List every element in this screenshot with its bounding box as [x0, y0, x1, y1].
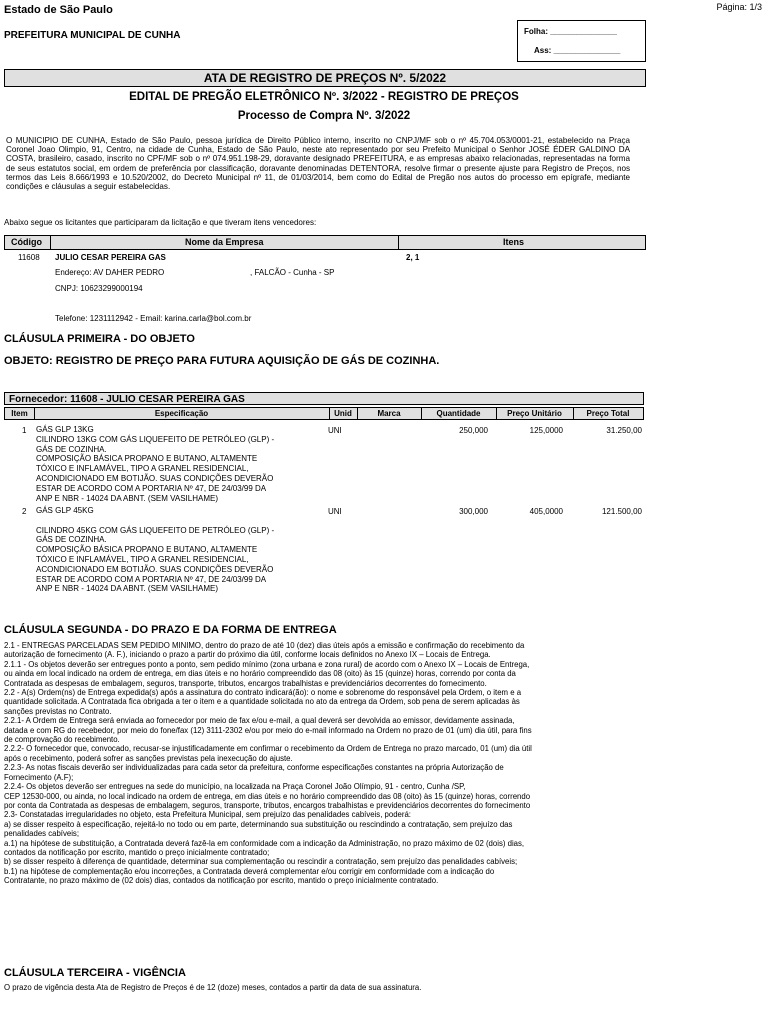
item-2-description: GÁS GLP 45KG CILINDRO 45KG COM GÁS LIQUEFEITO DE PETRÓLEO (GLP) - GÁS DE COZINHA. COMPOSIÇÃO BÁSICA PROPANO E BUTANO, ALTAMENTE TÓXICO E INFLAMÁVEL, TIPO A GRANEL RESIDENCIAL, ACONDICIONADO EM BOTIJÃO. SUAS CONDIÇÕES DEVERÃO ESTAR DE ACORDO COM A PORTARIA Nº 47, DE 24/03/99 DA ANP E NBR - 14024 DA ABNT. (SEM VASILHAME): [36, 506, 275, 594]
col-quantidade: Quantidade: [421, 408, 497, 419]
col-especificacao: Especificação: [34, 408, 330, 419]
col-itens: Itens: [503, 237, 525, 247]
col-preco-total: Preço Total: [586, 409, 630, 418]
licitante-telefone: Telefone: 1231112942 - Email: karina.carla@bol.com.br: [55, 314, 252, 323]
fornecedor-header: Fornecedor: 11608 - JULIO CESAR PEREIRA GAS: [4, 392, 644, 405]
licitante-endereco: Endereço: AV DAHER PEDRO: [55, 268, 165, 277]
licitantes-table-header: [4, 235, 646, 250]
licitante-cnpj: CNPJ: 10623299000194: [55, 284, 143, 293]
col-codigo: Código: [11, 237, 42, 247]
state-name: Estado de São Paulo: [4, 4, 113, 16]
clausula-terceira-text: O prazo de vigência desta Ata de Registro de Preços é de 12 (doze) meses, contados a partir da data de sua assinatura.: [4, 983, 422, 992]
item-2-unid: UNI: [328, 507, 342, 516]
col-marca: Marca: [357, 408, 422, 419]
licitante-itens: 2, 1: [406, 253, 420, 262]
licitante-cidade: , FALCÃO - Cunha - SP: [250, 268, 335, 277]
col-item: Item: [5, 408, 35, 419]
item-2-number: 2: [22, 507, 27, 516]
clausula-segunda-title: CLÁUSULA SEGUNDA - DO PRAZO E DA FORMA DE ENTREGA: [4, 624, 337, 636]
item-1-unid: UNI: [328, 426, 342, 435]
folha-label: Folha: _______________: [524, 27, 617, 36]
edital-title: EDITAL DE PREGÃO ELETRÔNICO Nº. 3/2022 - REGISTRO DE PREÇOS: [129, 91, 519, 103]
item-1-description: GÁS GLP 13KG CILINDRO 13KG COM GÁS LIQUEFEITO DE PETRÓLEO (GLP) - GÁS DE COZINHA. COMPOSIÇÃO BÁSICA PROPANO E BUTANO, ALTAMENTE TÓXICO E INFLAMÁVEL, TIPO A GRANEL RESIDENCIAL, ACONDICIONADO EM BOTIJÃO. SUAS CONDIÇÕES DEVERÃO ESTAR DE ACORDO COM A PORTARIA Nº 47, DE 24/03/99 DA ANP E NBR - 14024 DA ABNT. (SEM VASILHAME): [36, 425, 275, 503]
items-table-header: [4, 407, 644, 420]
objeto-text: OBJETO: REGISTRO DE PREÇO PARA FUTURA AQUISIÇÃO DE GÁS DE COZINHA.: [4, 355, 440, 367]
col-preco-unitario: Preço Unitário: [496, 408, 574, 419]
licitantes-intro: Abaixo segue os licitantes que participaram da licitação e que tiveram itens vencedores:: [4, 218, 317, 227]
item-2-preco-total: 121.500,00: [601, 507, 642, 516]
col-unid: Unid: [329, 408, 358, 419]
prefeitura-name: PREFEITURA MUNICIPAL DE CUNHA: [4, 30, 181, 41]
page-number: Página: 1/3: [716, 2, 762, 12]
item-1-preco-unitario: 125,0000: [529, 426, 563, 435]
ass-label: Ass: _______________: [534, 46, 621, 55]
clausula-primeira-title: CLÁUSULA PRIMEIRA - DO OBJETO: [4, 333, 195, 345]
item-1-quantidade: 250,000: [459, 426, 488, 435]
clausula-terceira-title: CLÁUSULA TERCEIRA - VIGÊNCIA: [4, 967, 186, 979]
col-nome-empresa: Nome da Empresa: [185, 237, 264, 247]
item-2-preco-unitario: 405,0000: [529, 507, 563, 516]
processo-title: Processo de Compra Nº. 3/2022: [237, 110, 411, 122]
folha-box: [517, 20, 646, 62]
clausula-segunda-body: 2.1 - ENTREGAS PARCELADAS SEM PEDIDO MINIMO, dentro do prazo de até 10 (dez) dias úteis após a emissão e confirmação do recebimento da autorização de fornecimento (A. F.), iniciando o prazo a partir do próximo dia útil, conforme locais definidos no Anexo IX – Locais de Entrega. 2.1.1 - Os objetos deverão ser entregues ponto a ponto, sem pedido mínimo (zona urbana e zona rural) de acordo com o Anexo IX – Locais de Entrega, ou ainda em local indicado na ordem de entrega, em dias úteis e no horário compreendido das 08 (oito) às 15 (quinze) horas, correndo por conta da Contratada as despesas de embalagem, seguros, transporte, tributos, encargos trabalhistas e previdenciários decorrentes do fornecimento. 2.2 - A(s) Ordem(ns) de Entrega expedida(s) após a assinatura do contrato indicará(ão): o nome e sobrenome do responsável pela Ordem, o item e a quantidade solicitada. A Contratada fica obrigada a ter o item e a quantidade solicitada no ato da entrega da Ordem, sob pena de serem aplicadas às sanções previstas no Contrato. 2.2.1- A Ordem de Entrega será enviada ao fornecedor por meio de fax e/ou e-mail, a qual deverá ser devolvida ao emissor, devidamente assinada, datada e com RG do recebedor, por meio do fone/fax (12) 3111-2302 e/ou por meio do e-mail informado na Ordem no prazo de 01 (um) dia útil, para fins de comprovação do recebimento. 2.2.2- O fornecedor que, convocado, recusar-se injustificadamente em confirmar o recebimento da Ordem de Entrega no prazo marcado, 01 (um) dia útil após o recebimento, poderá sofrer as sanções previstas pela inexecução do ajuste. 2.2.3- As notas fiscais deverão ser individualizadas para cada setor da prefeitura, conforme especificações constantes na própria Autorização de Fornecimento (A.F); 2.2.4- Os objetos deverão ser entregues na sede do município, na localizada na Praça Coronel João Olímpio, 91 - centro, Cunha /SP, CEP 12530-000, ou ainda, no local indicado na ordem de entrega, em dias úteis e no horário compreendido das 08 (oito) às 15 (quinze) horas, correndo por conta da Contratada as despesas de embalagem, seguros, transporte, tributos, encargos trabalhistas e previdenciários decorrentes do fornecimento 2.3- Constatadas irregularidades no objeto, esta Prefeitura Municipal, sem prejuízo das penalidades cabíveis, poderá: a) se disser respeito à especificação, rejeitá-lo no todo ou em parte, determinando sua substituição ou rescindindo a contratação, sem prejuízo das penalidades cabíveis; a.1) na hipótese de substituição, a Contratada deverá fazê-la em conformidade com a indicação da Administração, no prazo máximo de 02 (dois) dias, contados da notificação por escrito, mantido o preço inicialmente contratado; b) se disser respeito à diferença de quantidade, determinar sua complementação ou rescindir a contratação, sem prejuízo das penalidades cabíveis; b.1) na hipótese de complementação e/ou incorreções, a Contratada deverá complementar e/ou corrigir em conformidade com a indicação do Contratante, no prazo máximo de (02 dois) dias, contados da notificação por escrito, mantido o preço inicialmente contratado.: [4, 641, 532, 886]
item-1-preco-total: 31.250,00: [606, 426, 642, 435]
licitante-nome: JULIO CESAR PEREIRA GAS: [55, 253, 166, 262]
ata-title: ATA DE REGISTRO DE PREÇOS Nº. 5/2022: [4, 69, 646, 87]
licitante-codigo: 11608: [18, 253, 40, 262]
item-1-number: 1: [22, 426, 27, 435]
intro-paragraph: O MUNICIPIO DE CUNHA, Estado de São Paulo, pessoa jurídica de Direito Público interno, inscrito no CNPJ/MF sob o nº 45.704.053/0001-21, estabelecido na Praça Coronel Joao Olimpio, 91, Centro, na cidade de Cunha, Estado de São Paulo, neste ato representado por seu Prefeito Municipal o Senhor JOSÉ ÉDER GALDINO DA COSTA, brasileiro, casado, inscrito no CPF/MF sob o nº 074.951.198-29, doravante designado PREFEITURA, e as empresas abaixo relacionadas, representadas na forma de seus estatutos social, em ordem de preferência por classificação, doravante denominadas DETENTORA, resolve firmar o presente ajuste para Registro de Preços, nos termos das Leis 8.666/1993 e 10.520/2002, do Decreto Municipal nº 11, de 01/03/2014, bem como do Edital de Pregão nos autos do processo em epígrafe, mediante condições e cláusulas a seguir estabelecidas.: [6, 136, 630, 192]
item-2-quantidade: 300,000: [459, 507, 488, 516]
